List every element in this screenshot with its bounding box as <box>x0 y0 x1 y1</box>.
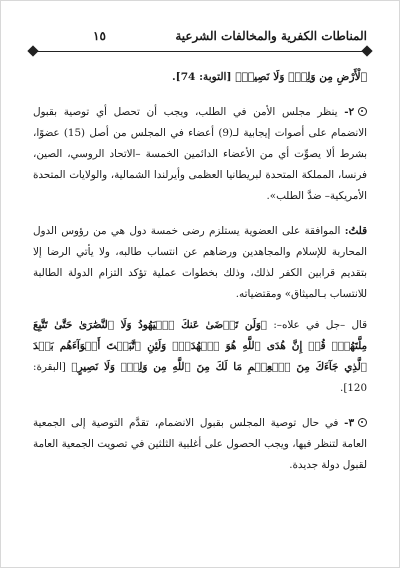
list-item-3 <box>33 413 367 476</box>
header-title: المناطات الكفرية والمخالفات الشرعية <box>175 29 367 43</box>
bullet-icon <box>358 418 367 427</box>
qal-intro: قال –جل في علاه–: <box>273 319 367 331</box>
qultu-text: الموافقة على العضوية يستلزم رضى خمسة دول هي من رؤوس الدول المحاربة للإسلام والمجاهدين ورضاهم عن انتساب طالبه، ولا يأتي الرضا إلا بتقديم قرابين الكفر لذلك، وذلك بخطوات عملية تؤكد التزام الدولة الطالبة للانتساب بـالميثاق» ومقتضياته. <box>33 225 367 300</box>
qultu-paragraph <box>33 221 367 305</box>
page-header <box>33 29 367 49</box>
verse-reference: [البقرة: 120]. <box>33 361 367 394</box>
qal-paragraph <box>33 315 367 399</box>
list-item-number: ٢- <box>344 106 354 118</box>
bullet-icon <box>358 107 367 116</box>
qultu-label: قلتُ: <box>344 225 367 237</box>
page-body <box>33 67 367 476</box>
quran-verse: ﴿وَلَن تَرۡضَىٰ عَنكَ ٱلۡيَهُودُ وَلَا ٱلنَّصَٰرَىٰ حَتَّىٰ تَتَّبِعَ مِلَّتَهُمۡۗ قُلۡ إِنَّ هُدَى ٱللَّهِ هُوَ ٱلۡهُدَىٰۗ وَلَئِنِ ٱتَّبَعۡتَ أَهۡوَآءَهُم بَعۡدَ ٱلَّذِي جَآءَكَ مِنَ ٱلۡعِلۡمِ مَا لَكَ مِنَ ٱللَّهِ مِن وَلِيّٖ وَلَا نَصِيرٍ﴾ <box>33 319 367 373</box>
list-item-2 <box>33 102 367 207</box>
verse-continuation: ﭐلْأَرْضِ مِن وَلِيّٖ وَلَا نَصِيرٖ﴾ [التوبة: 74]. <box>171 71 367 83</box>
list-item-number: ٣- <box>344 417 354 429</box>
page-number: ١٥ <box>93 29 106 43</box>
list-item-text: في حال توصية المجلس بقبول الانضمام، تقدَّم التوصية إلى الجمعية العامة لتنظر فيها، ويجب الحصول على أغلبية الثلثين في تصويت الجمعية العامة لقبول دولة جديدة. <box>33 417 367 471</box>
list-item-text: ينظر مجلس الأمن في الطلب، ويجب أن تحصل أي توصية بقبول الانضمام على أصوات إيجابية لـ(9) أعضاء في المجلس من أصل (15) عضوًا، بشرط ألا يصوِّت أي من الأعضاء الدائمين الخمسة –الاتحاد الروسي، الصين، فرنسا، المملكة المتحدة لبريطانيا العظمى وأيرلندا الشمالية، والولايات المتحدة الأمريكية– ضدَّ الطلب». <box>33 106 367 202</box>
header-rule <box>33 51 367 52</box>
